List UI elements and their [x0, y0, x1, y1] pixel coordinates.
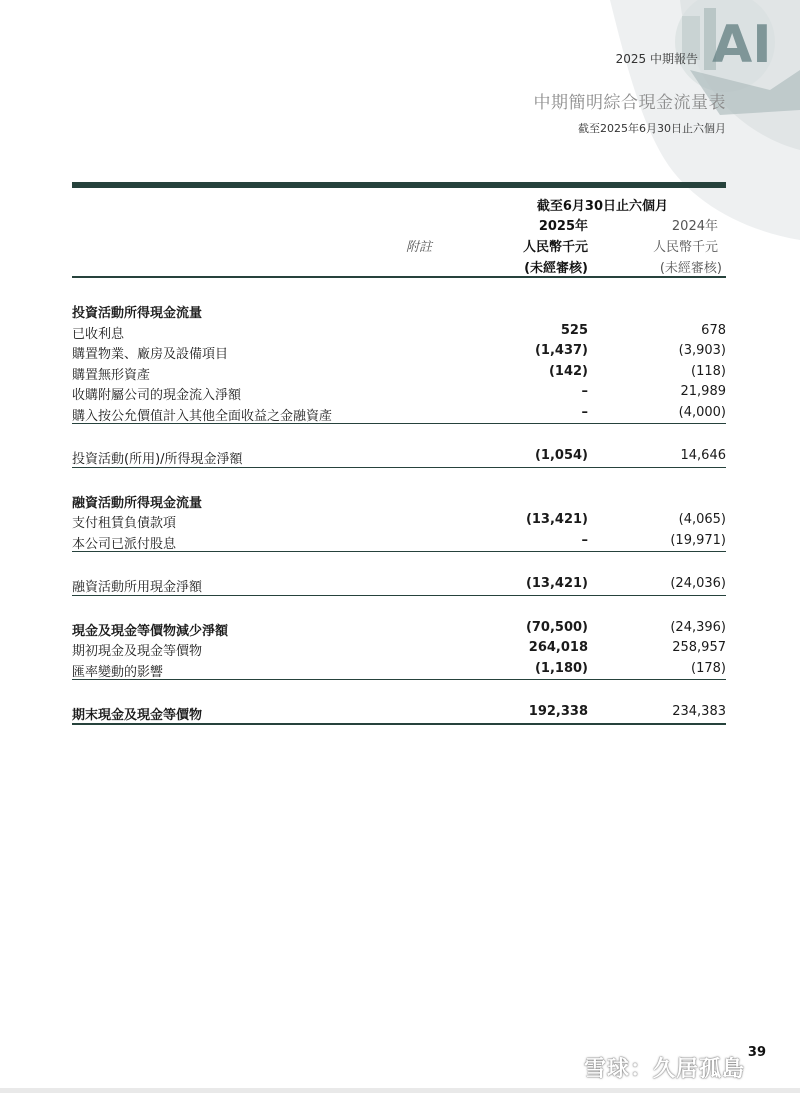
- row-label: 融資活動所用現金淨額: [72, 580, 203, 595]
- row-label: 購入按公允價值計入其他全面收益之金融資產: [72, 408, 333, 424]
- svg-text:AI: AI: [712, 15, 772, 75]
- row-value-2024: (178): [691, 660, 726, 676]
- col-2025-audit: (未經審核): [524, 261, 588, 276]
- table-row: [72, 638, 726, 659]
- row-value-2024: (4,065): [678, 512, 726, 527]
- row-label: 期末現金及現金等價物: [72, 708, 203, 723]
- col-2025-unit: 人民幣千元: [522, 240, 588, 255]
- table-row: [72, 362, 726, 383]
- row-label: 匯率變動的影響: [72, 664, 164, 680]
- table-row: [72, 531, 726, 552]
- row-label: 支付租賃負債款項: [72, 516, 177, 531]
- row-label: 投資活動(所用)/所得現金淨額: [72, 452, 243, 467]
- section-heading-label: 現金及現金等價物減少淨額: [72, 623, 229, 639]
- section-heading-financing: [72, 490, 726, 511]
- page-title: 中期簡明綜合現金流量表: [533, 93, 726, 113]
- row-value-2024: 678: [701, 322, 726, 338]
- row-value-2025: –: [581, 404, 588, 420]
- report-name: 2025 中期報告: [615, 52, 698, 66]
- row-value-2025: (70,500): [525, 619, 588, 635]
- row-value-2025: 525: [560, 322, 588, 338]
- row-value-2024: (4,000): [678, 404, 726, 420]
- row-value-2025: –: [581, 532, 588, 548]
- row-label: 收購附屬公司的現金流入淨額: [72, 388, 242, 403]
- net-change-row: [72, 618, 726, 639]
- row-value-2025: (1,054): [534, 448, 588, 463]
- cash-flow-table: [72, 182, 726, 725]
- row-label: 已收利息: [72, 326, 125, 342]
- row-value-2024: (19,971): [670, 532, 726, 548]
- row-value-2025: –: [581, 384, 588, 399]
- closing-balance-row: [72, 702, 726, 723]
- table-header: [72, 188, 726, 276]
- row-value-2025: (142): [548, 363, 588, 379]
- watermark-text: 雪球：久居孤島: [584, 1057, 746, 1082]
- row-value-2025: (1,180): [534, 660, 588, 676]
- row-value-2025: (13,421): [525, 576, 588, 591]
- subtotal-row-investing: [72, 446, 726, 467]
- row-value-2024: (24,036): [670, 576, 726, 591]
- row-label: 本公司已派付股息: [72, 536, 177, 552]
- page-number: 39: [747, 1045, 766, 1060]
- col-2024-year: 2024年: [671, 219, 718, 234]
- col-2025-year: 2025年: [538, 219, 588, 234]
- row-value-2024: 14,646: [680, 448, 726, 463]
- row-value-2024: 21,989: [680, 384, 726, 399]
- row-value-2024: (3,903): [678, 343, 726, 358]
- row-value-2024: (24,396): [670, 619, 726, 635]
- period-heading: 截至6月30日止六個月: [536, 199, 668, 214]
- row-value-2024: (118): [691, 363, 726, 379]
- row-value-2025: 192,338: [528, 704, 588, 719]
- col-2024-unit: 人民幣千元: [652, 240, 718, 255]
- table-row: [72, 341, 726, 362]
- row-value-2025: (1,437): [534, 343, 588, 358]
- row-label: 購置物業、廠房及設備項目: [72, 347, 229, 362]
- table-row: [72, 321, 726, 342]
- row-value-2025: 264,018: [528, 640, 588, 655]
- rule-line: [72, 679, 726, 680]
- row-label: 期初現金及現金等價物: [72, 644, 203, 659]
- table-row: [72, 510, 726, 531]
- row-value-2024: 258,957: [672, 640, 726, 655]
- section-heading-label: 投資活動所得現金流量: [72, 306, 203, 321]
- bottom-strip: [0, 1088, 800, 1093]
- row-value-2024: 234,383: [672, 704, 726, 719]
- section-heading-label: 融資活動所得現金流量: [72, 495, 203, 511]
- table-body: [72, 300, 726, 725]
- row-label: 購置無形資產: [72, 367, 151, 383]
- subtotal-row-financing: [72, 574, 726, 595]
- period-subtitle: 截至2025年6月30日止六個月: [578, 122, 726, 135]
- col-2024-audit: (未經審核): [659, 261, 722, 276]
- table-row: [72, 403, 726, 424]
- table-row: [72, 382, 726, 403]
- header-rule: [72, 276, 726, 278]
- row-value-2025: (13,421): [525, 512, 588, 527]
- table-row: [72, 659, 726, 680]
- section-heading-investing: [72, 300, 726, 321]
- note-column-label: 附註: [405, 240, 432, 255]
